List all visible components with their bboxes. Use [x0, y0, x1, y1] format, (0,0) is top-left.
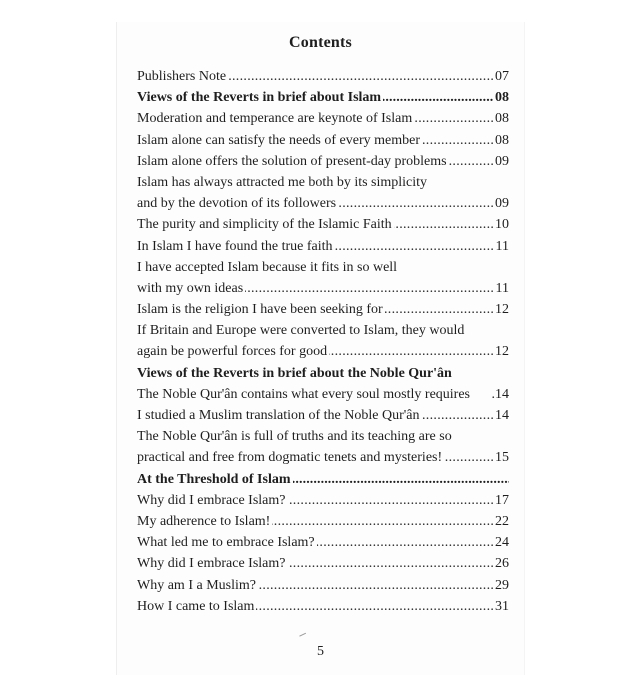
toc-entry-title: Why did I embrace Islam?: [137, 492, 286, 508]
toc-entry-page-number: 31: [493, 596, 509, 617]
toc-entry-page-number: 24: [493, 532, 509, 553]
toc-entry: [137, 384, 509, 405]
toc-entry-page-number: 08: [493, 108, 509, 129]
toc-entry: [137, 575, 509, 596]
toc-entry-page-number: 17: [493, 490, 509, 511]
toc-entry-title: practical and free from dogmatic tenets and mysteries!: [137, 450, 443, 466]
toc-entry-title: If Britain and Europe were converted to Islam, they would: [137, 323, 465, 339]
toc-entry: [137, 341, 509, 362]
toc-entry: [137, 490, 509, 511]
toc-entry: [137, 299, 509, 320]
toc-entry-title: Why did I embrace Islam?: [137, 556, 286, 572]
page-number: 5: [317, 644, 324, 659]
toc-entry-page-number: 12: [493, 341, 509, 362]
toc-entry: [137, 469, 509, 490]
toc-entry-title: Islam alone offers the solution of present-day problems: [137, 153, 447, 169]
toc-entry: [137, 532, 509, 553]
toc-entry-title: and by the devotion of its followers: [137, 196, 337, 212]
pen-mark: [299, 633, 307, 640]
toc-entry: [137, 214, 509, 235]
toc-entry-page-number: 26: [493, 553, 509, 574]
toc-entry: [137, 278, 509, 299]
toc-entry-page-number: 12: [493, 299, 509, 320]
toc-entry: [137, 66, 509, 87]
toc-entry: [137, 193, 509, 214]
toc-entry: [137, 363, 509, 384]
toc-entry-title: with my own ideas: [137, 280, 244, 296]
toc-entry: [137, 405, 509, 426]
toc-entry-title: Why am I a Muslim?: [137, 577, 256, 593]
toc-entry: [137, 426, 509, 447]
toc-entry-page-number: 15: [493, 447, 509, 468]
toc-entry: [137, 511, 509, 532]
toc-entry-page-number: 07: [493, 66, 509, 87]
toc-entry-title: The Noble Qur'ân contains what every soul mostly requires: [137, 386, 470, 402]
toc-entry-page-number: 09: [493, 151, 509, 172]
toc-entry-title: Views of the Reverts in brief about Islam: [137, 90, 382, 106]
toc-entry-title: again be powerful forces for good: [137, 344, 328, 360]
toc-entry-title: I have accepted Islam because it fits in so well: [137, 259, 398, 275]
toc-entry-title: Islam has always attracted me both by its simplicity: [137, 174, 428, 190]
toc-entry: [137, 236, 509, 257]
book-page: [116, 22, 525, 675]
toc-entry-title: I studied a Muslim translation of the Noble Qur'ân: [137, 408, 420, 423]
toc-entry-page-number: 10: [493, 214, 509, 235]
toc-entry-title: Publishers Note: [137, 69, 227, 84]
toc-entry-page-number: .14: [490, 384, 510, 405]
toc-entry-page-number: 22: [493, 511, 509, 532]
toc-entry-title: The purity and simplicity of the Islamic Faith: [137, 217, 392, 233]
toc-entry: [137, 87, 509, 108]
page-title: Contents: [289, 34, 352, 51]
toc-entry: [137, 553, 509, 574]
toc-entry-page-number: 08: [493, 130, 509, 151]
toc-entry-title: What led me to embrace Islam?: [137, 535, 315, 551]
toc-entry-title: Moderation and temperance are keynote of Islam: [137, 111, 413, 127]
toc-entry-title: In Islam I have found the true faith: [137, 238, 333, 254]
toc-entry-page-number: 11: [494, 278, 509, 299]
toc-entry-page-number: 14: [493, 405, 509, 426]
toc-entry: [137, 130, 509, 151]
toc-entry: [137, 151, 509, 172]
toc-entry-page-number: 11: [494, 236, 509, 257]
toc-entry-title: Islam is the religion I have been seeking for: [137, 302, 383, 318]
toc-entry-title: The Noble Qur'ân is full of truths and its teaching are so: [137, 429, 452, 445]
table-of-contents: [137, 66, 509, 617]
toc-entry: [137, 172, 509, 193]
toc-entry: [137, 320, 509, 341]
toc-entry-page-number: 08: [493, 87, 509, 108]
toc-entry: [137, 596, 509, 617]
toc-entry-page-number: 09: [493, 193, 509, 214]
toc-entry: [137, 447, 509, 468]
toc-entry-title: My adherence to Islam!: [137, 513, 271, 529]
toc-entry-title: How I came to Islam: [137, 598, 255, 614]
toc-entry-title: Islam alone can satisfy the needs of every member: [137, 132, 421, 148]
toc-entry: [137, 108, 509, 129]
toc-entry-title: At the Threshold of Islam: [137, 471, 291, 487]
toc-entry-page-number: 29: [493, 575, 509, 596]
toc-entry-title: Views of the Reverts in brief about the Noble Qur'ân: [137, 365, 452, 381]
toc-entry: [137, 257, 509, 278]
